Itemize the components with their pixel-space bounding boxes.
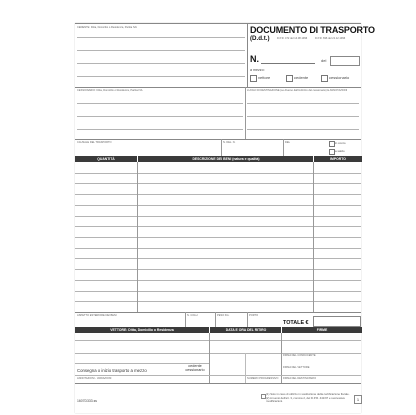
reason-label: CAUSALE DEL TRASPORTO (77, 141, 112, 144)
total-field[interactable] (313, 316, 361, 327)
document-sheet (75, 23, 375, 413)
number-label: N. (250, 54, 259, 64)
goods-row-line (75, 237, 361, 238)
goods-col-line-1 (137, 162, 138, 312)
destination-line-2 (247, 116, 359, 117)
goods-row-line (75, 269, 361, 270)
goods-header-quantity: QUANTITÀ (75, 156, 137, 162)
goods-col-line-2 (313, 162, 314, 312)
goods-header-amount: IMPORTO (313, 156, 362, 162)
carrier-sign-label: FIRMA DEL VETTORE (283, 366, 310, 369)
notes-label: ANNOTAZIONI - VARIAZIONI (77, 377, 112, 380)
pkg-div-2 (215, 312, 216, 327)
checkbox-in-conto[interactable] (329, 141, 335, 147)
doc-subtitle: (D.d.t.) (250, 35, 270, 42)
footer-note: (1) Solo in caso di utilizzo in sostituzione della certificazione fiscale. (2) Ai sensi dell'art. 3, comma 2, del D.P.R. 441/97 e successive modificazioni. (266, 392, 350, 404)
footer-col-mid (245, 375, 246, 383)
goods-row-line (75, 216, 361, 217)
sender-label: CEDENTE: Ditta, Domicilio o Residenza, Partita IVA (77, 26, 137, 29)
goods-row-line (75, 173, 361, 174)
pkg-div-1 (185, 312, 186, 327)
goods-row-line (75, 248, 361, 249)
recipient-line-3 (77, 129, 243, 130)
option-cessionario: cessionario (329, 75, 350, 80)
sender-line-1 (77, 37, 245, 38)
goods-row-line (75, 258, 361, 259)
driver-label: FIRMA DEL CONDUCENTE (283, 354, 316, 357)
checkbox-cedente[interactable] (286, 75, 293, 82)
goods-row-line (75, 291, 361, 292)
doc-law-2: D.P.R. 696 del 21.12.1996 (315, 37, 346, 40)
carrier-line-4 (75, 375, 361, 376)
number-field[interactable] (261, 63, 315, 64)
handover-label: Consegna o inizio trasporto a mezzo (77, 368, 147, 373)
mid-divider-1 (245, 87, 246, 139)
assignor-label: cedente cessionario (185, 364, 205, 372)
carrier-header-signatures: FIRME (281, 327, 362, 333)
goods-appearance-label: ASPETTO ESTERIORE DEI BENI (77, 314, 117, 317)
goods-row-line (75, 280, 361, 281)
carrier-col-1 (209, 333, 210, 383)
port-label: PORTO (249, 314, 259, 317)
destination-line-1 (247, 103, 359, 104)
goods-row-line (75, 194, 361, 195)
recipient-line-1 (77, 103, 243, 104)
weight-label: PESO KG. (217, 314, 230, 317)
doc-title: DOCUMENTO DI TRASPORTO (250, 25, 375, 35)
checkbox-vettore[interactable] (250, 75, 257, 82)
receiver-sign-label: FIRMA DEL DESTINATARIO (283, 377, 317, 380)
date-field[interactable] (330, 56, 360, 66)
option-a-saldo: a saldo (335, 149, 345, 153)
date-label: del (321, 58, 327, 63)
goods-row-line (75, 183, 361, 184)
pages-label: N. DEL. N. (223, 141, 236, 144)
carrier-line-2 (75, 353, 361, 354)
sep-2 (75, 139, 361, 140)
goods-header-description: DESCRIZIONE DEI BENI (natura e qualità) (137, 156, 314, 162)
sender-line-2 (77, 50, 245, 51)
goods-row-line (75, 301, 361, 302)
goods-row-line (75, 226, 361, 227)
carrier-header-carrier: VETTORE: Ditta, Domicilio o Residenza (75, 327, 209, 333)
checkbox-cessionario[interactable] (321, 75, 328, 82)
goods-row-line (75, 205, 361, 206)
transport-label: a mezzo: (250, 68, 265, 72)
del-label: DEL (285, 141, 291, 144)
option-cedente: cedente (294, 75, 309, 80)
total-label: TOTALE € (283, 320, 309, 326)
sep-1 (75, 87, 361, 88)
div-reason-2 (283, 139, 284, 156)
destination-label: LUOGO DI DESTINAZIONE (se diverso dall'indirizzo del cessionario) E ANNOTAZIONI (247, 89, 348, 92)
checkbox-a-saldo[interactable] (329, 149, 335, 155)
recipient-label: CESSIONARIO: Ditta, Domicilio o Residenza, Partita IVA (77, 89, 143, 92)
doc-law-1: D.P.R. 472 del 14.08.1996 (277, 37, 308, 40)
pkg-div-3 (247, 312, 248, 327)
recipient-line-2 (77, 116, 243, 117)
destination-line-3 (247, 129, 359, 130)
sep-4 (75, 383, 361, 384)
packages-label: N. COLLI (187, 314, 198, 317)
div-reason-1 (221, 139, 222, 156)
sender-line-4 (77, 76, 245, 77)
option-vettore: vettore (258, 75, 271, 80)
top-border (75, 23, 361, 24)
sender-line-3 (77, 63, 245, 64)
carrier-header-pickup: DATA E ORA DEL RITIRO (209, 327, 282, 333)
carrier-line-1 (75, 340, 361, 341)
copy-number: 1 (354, 395, 362, 404)
progressive-label: NUMERO PROGRESSIVO (247, 377, 279, 380)
top-divider (247, 23, 248, 87)
sep-3 (75, 312, 361, 313)
option-in-conto: in conto (335, 141, 346, 145)
carrier-col-2 (281, 333, 282, 383)
product-code: 1607D333.ss (77, 399, 97, 403)
